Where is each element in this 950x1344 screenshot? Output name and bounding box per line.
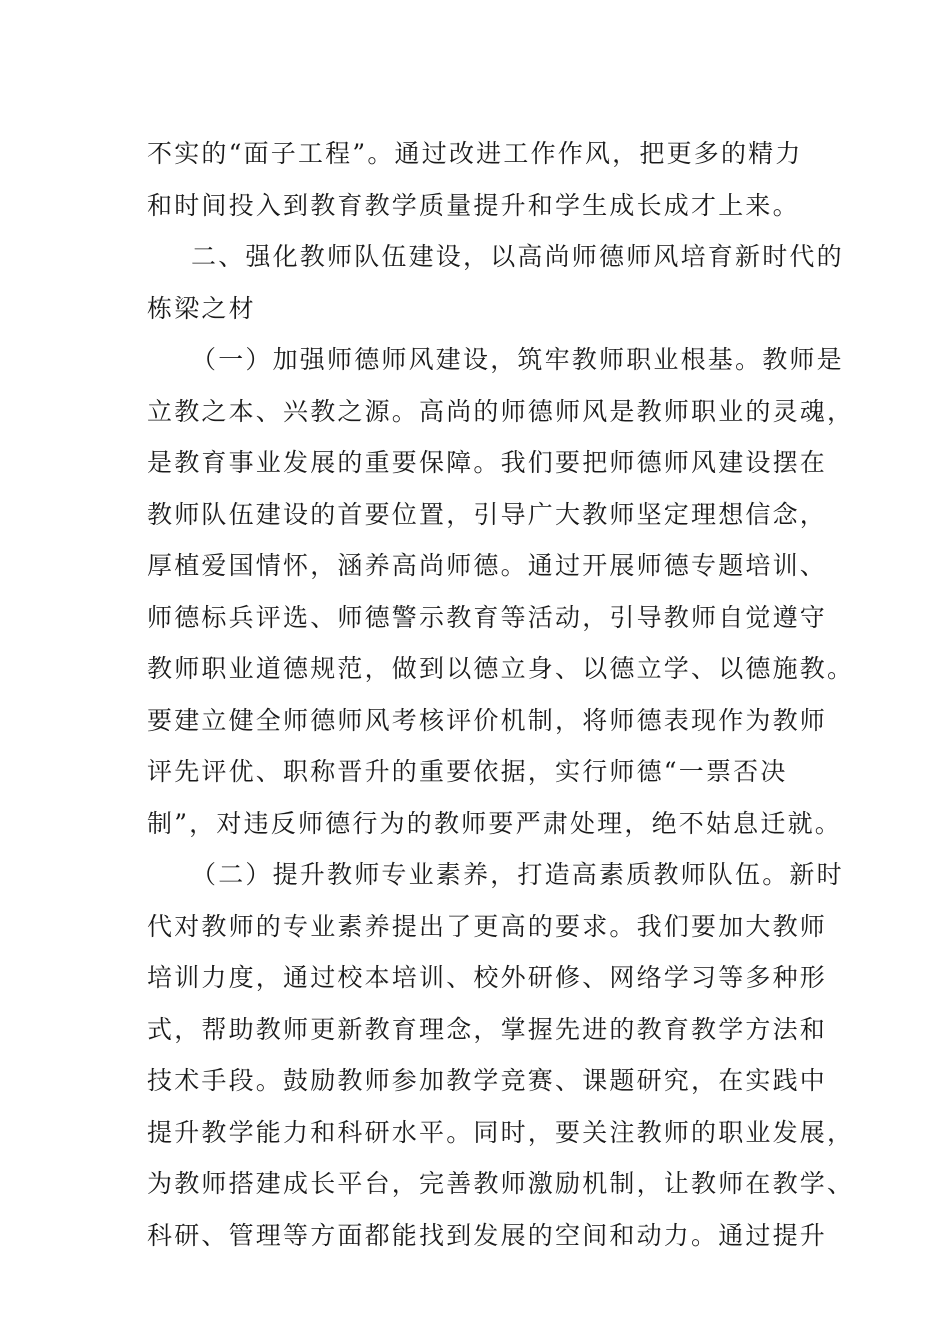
paragraph-line-5: （一）加强师德师风建设，筑牢教师职业根基。教师是 (191, 345, 844, 374)
document-body (147, 128, 855, 1261)
paragraph-line-9: 厚植爱国情怀，涵养高尚师德。通过开展师德专题培训、 (147, 551, 828, 580)
paragraph-line-10: 师德标兵评选、师德警示教育等活动，引导教师自觉遵守 (147, 602, 828, 632)
paragraph-line-21: 为教师搭建成长平台，完善教师激励机制，让教师在教学、 (147, 1169, 855, 1198)
paragraph-line-17: 培训力度，通过校本培训、校外研修、网络学习等多种形 (147, 963, 828, 992)
section-heading-line-2: 栋梁之材 (147, 293, 256, 323)
paragraph-line-14: 制”，对违反师德行为的教师要严肃处理，绝不姑息迁就。 (147, 808, 842, 838)
paragraph-line-19: 技术手段。鼓励教师参加教学竞赛、课题研究，在实践中 (147, 1066, 828, 1095)
paragraph-line-6: 立教之本、兴教之源。高尚的师德师风是教师职业的灵魂， (147, 396, 855, 426)
paragraph-line-20: 提升教学能力和科研水平。同时，要关注教师的职业发展， (147, 1117, 855, 1147)
paragraph-line-22: 科研、管理等方面都能找到发展的空间和动力。通过提升 (147, 1220, 828, 1250)
paragraph-line-13: 评先评优、职称晋升的重要依据，实行师德“一票否决 (147, 757, 788, 786)
paragraph-line-2: 和时间投入到教育教学质量提升和学生成长成才上来。 (147, 190, 800, 220)
section-heading-line-1: 二、强化教师队伍建设，以高尚师德师风培育新时代的 (191, 242, 844, 271)
paragraph-line-16: 代对教师的专业素养提出了更高的要求。我们要加大教师 (147, 911, 828, 941)
paragraph-line-1: 不实的“面子工程”。通过改进工作作风，把更多的精力 (147, 139, 803, 168)
paragraph-line-11: 教师职业道德规范，做到以德立身、以德立学、以德施教。 (147, 654, 855, 683)
paragraph-line-7: 是教育事业发展的重要保障。我们要把师德师风建设摆在 (147, 448, 828, 477)
paragraph-line-12: 要建立健全师德师风考核评价机制，将师德表现作为教师 (147, 705, 828, 735)
paragraph-line-18: 式，帮助教师更新教育理念，掌握先进的教育教学方法和 (147, 1014, 828, 1044)
paragraph-line-8: 教师队伍建设的首要位置，引导广大教师坚定理想信念， (147, 499, 828, 529)
paragraph-line-15: （二）提升教师专业素养，打造高素质教师队伍。新时 (191, 860, 844, 889)
